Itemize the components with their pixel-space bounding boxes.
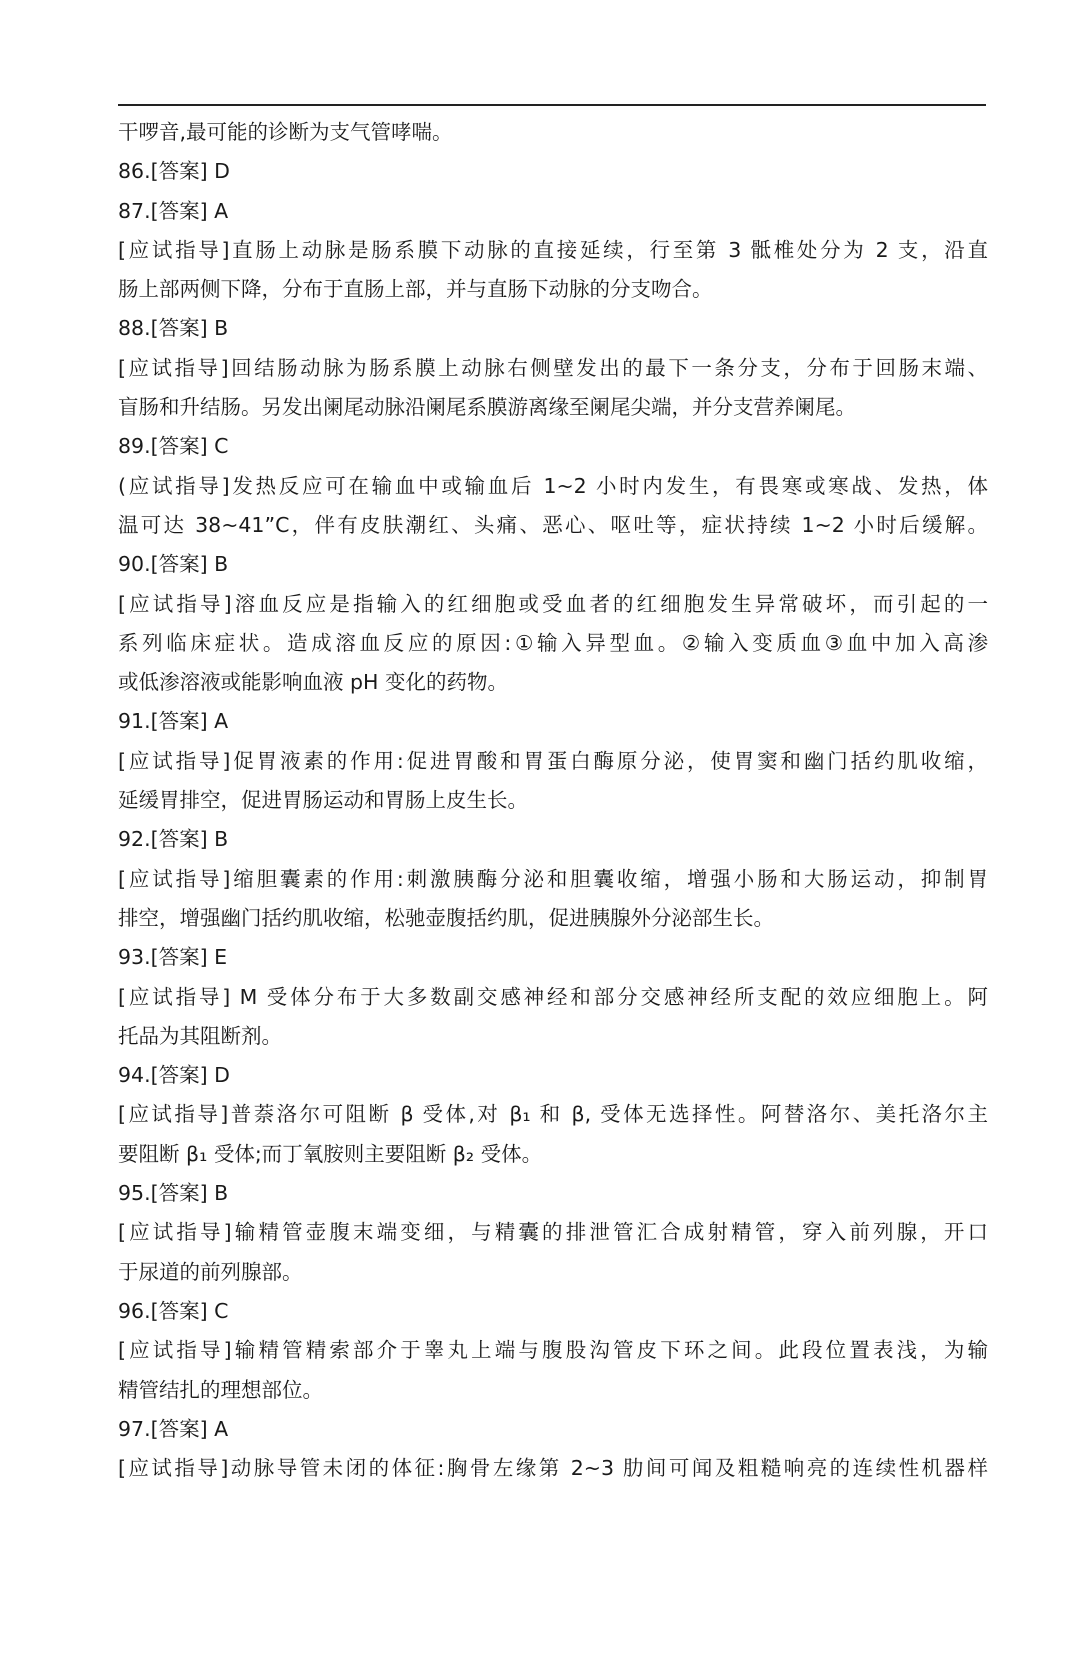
answer-line: 93.[答案] E — [118, 945, 228, 970]
text-line: [应试指导]直肠上动脉是肠系膜下动脉的直接延续，行至第 3 骶椎处分为 2 支，沿直 — [118, 237, 988, 262]
answer-line: 92.[答案] B — [118, 827, 229, 852]
text-line: [应试指导]输精管壶腹末端变细，与精囊的排泄管汇合成射精管，穿入前列腺，开口 — [118, 1220, 988, 1245]
text-line: 延缓胃排空，促进胃肠运动和胃肠上皮生长。 — [118, 788, 528, 813]
answer-line: 97.[答案] A — [118, 1416, 229, 1441]
answer-line: 91.[答案] A — [118, 709, 229, 734]
answer-line: 94.[答案] D — [118, 1063, 230, 1088]
text-line: 托品为其阻断剂。 — [118, 1023, 282, 1048]
answer-line: 95.[答案] B — [118, 1181, 229, 1206]
text-line: [应试指导]溶血反应是指输入的红细胞或受血者的红细胞发生异常破坏，而引起的一 — [118, 591, 988, 616]
text-line: [应试指导]动脉导管未闭的体征:胸骨左缘第 2~3 肋间可闻及粗糙响亮的连续性机器样 — [118, 1456, 988, 1481]
text-line: 排空，增强幽门括约肌收缩，松驰壶腹括约肌，促进胰腺外分泌部生长。 — [118, 905, 774, 930]
text-line: 精管结扎的理想部位。 — [118, 1377, 323, 1402]
text-line: 干啰音,最可能的诊断为支气管哮喘。 — [118, 120, 453, 144]
text-line: 或低渗溶液或能影响血液 pH 变化的药物。 — [118, 670, 508, 695]
answer-line: 96.[答案] C — [118, 1298, 229, 1323]
answer-line: 87.[答案] A — [118, 198, 229, 223]
text-line: 肠上部两侧下降，分布于直肠上部，并与直肠下动脉的分支吻合。 — [118, 277, 713, 302]
text-line: 盲肠和升结肠。另发出阑尾动脉沿阑尾系膜游离缘至阑尾尖端，并分支营养阑尾。 — [118, 395, 856, 420]
document-body — [118, 113, 988, 1488]
text-line: 温可达 38~41”C，伴有皮肤潮红、头痛、恶心、呕吐等，症状持续 1~2 小时后缓解。 — [118, 512, 988, 537]
text-line: 于尿道的前列腺部。 — [118, 1259, 303, 1284]
header-rule — [118, 104, 986, 106]
answer-line: 86.[答案] D — [118, 159, 230, 184]
text-line: [应试指导]回结肠动脉为肠系膜上动脉右侧壁发出的最下一条分支，分布于回肠末端、 — [118, 355, 988, 380]
text-line: [应试指导]普萘洛尔可阻断 β 受体,对 β₁ 和 β, 受体无选择性。阿替洛尔、美托洛尔主 — [118, 1102, 988, 1127]
text-line: 要阻断 β₁ 受体;而丁氧胺则主要阻断 β₂ 受体。 — [118, 1141, 543, 1166]
text-line: 系列临床症状。造成溶血反应的原因:①输入异型血。②输入变质血③血中加入高渗 — [118, 630, 988, 655]
text-line: [应试指导]输精管精索部介于睾丸上端与腹股沟管皮下环之间。此段位置表浅，为输 — [118, 1338, 988, 1363]
text-line: [应试指导]缩胆囊素的作用:刺激胰酶分泌和胆囊收缩，增强小肠和大肠运动，抑制胃 — [118, 866, 988, 891]
text-line: [应试指导]促胃液素的作用:促进胃酸和胃蛋白酶原分泌，使胃窦和幽门括约肌收缩， — [118, 748, 988, 773]
text-line: [应试指导] M 受体分布于大多数副交感神经和部分交感神经所支配的效应细胞上。阿 — [118, 984, 988, 1009]
text-line: (应试指导]发热反应可在输血中或输血后 1~2 小时内发生，有畏寒或寒战、发热，体 — [118, 473, 988, 498]
answer-line: 89.[答案] C — [118, 434, 229, 459]
answer-line: 90.[答案] B — [118, 552, 229, 577]
answer-line: 88.[答案] B — [118, 316, 229, 341]
